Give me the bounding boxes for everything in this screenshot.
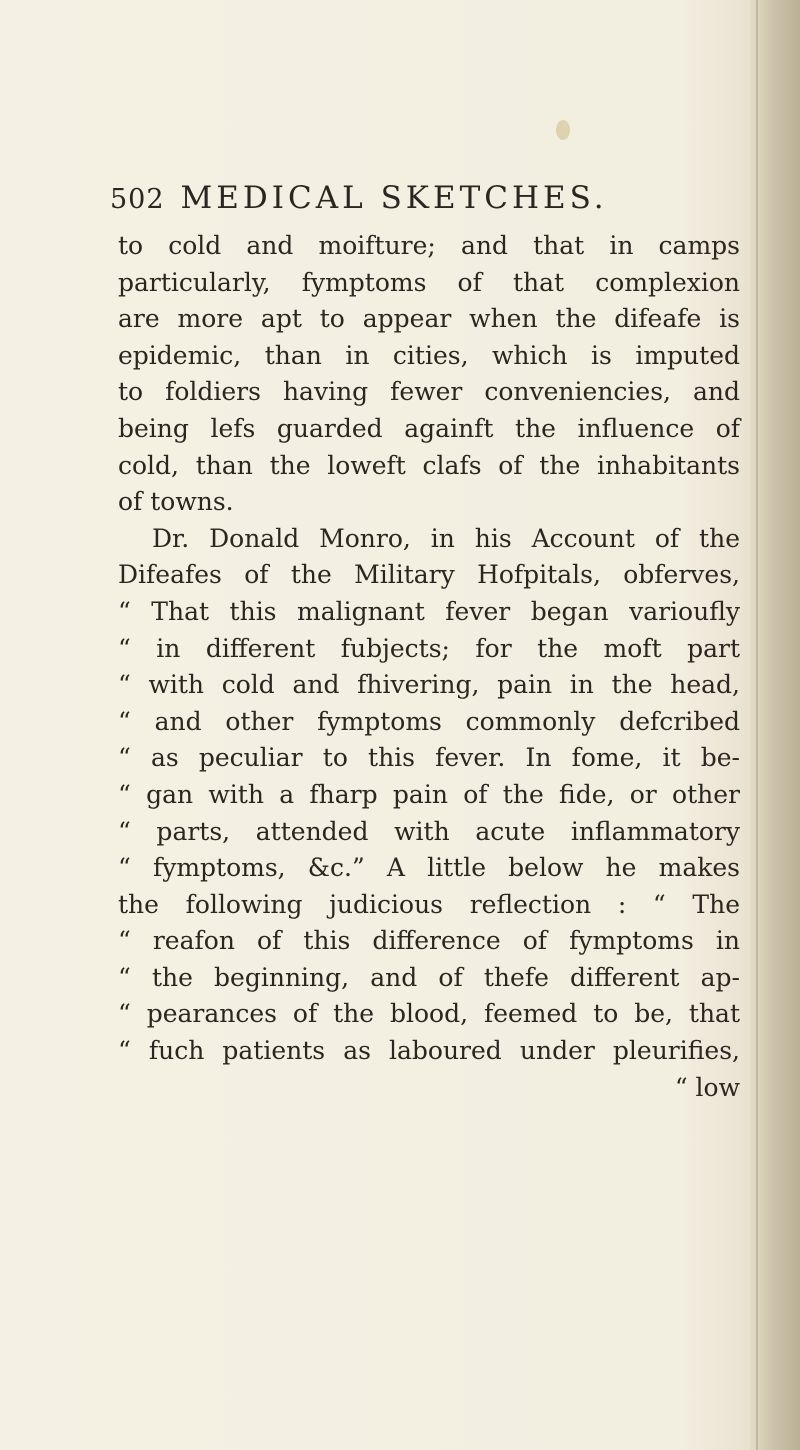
text-line: Dr. Donald Monro, in his Account of the: [152, 523, 740, 553]
paper-stain: [556, 120, 570, 140]
text-line: Difeafes of the Military Hofpitals, obferves,: [118, 560, 740, 590]
text-line: “ in different fubjects; for the moft part: [118, 633, 740, 663]
text-line: “ fuch patients as laboured under pleurifies,: [118, 1036, 740, 1066]
running-title: MEDICAL SKETCHES.: [180, 180, 608, 216]
text-line: being lefs guarded againft the influence of: [118, 413, 740, 443]
text-line: of towns.: [118, 487, 234, 517]
text-line: epidemic, than in cities, which is imputed: [118, 340, 740, 370]
text-line: “ the beginning, and of thefe different ap-: [118, 962, 740, 992]
book-spine-edge: [750, 0, 800, 1450]
body-text: [118, 228, 740, 1106]
text-line: particularly, fymptoms of that complexion: [118, 267, 740, 297]
text-line: “ gan with a fharp pain of the fide, or other: [118, 779, 740, 809]
text-line: are more apt to appear when the difeafe is: [118, 304, 740, 334]
text-line: “ That this malignant fever began varioufly: [118, 596, 740, 626]
page-number: 502: [110, 184, 165, 215]
text-line: “ fymptoms, &c.” A little below he makes: [118, 853, 740, 883]
text-line: “ parts, attended with acute inflammatory: [118, 816, 740, 846]
text-line: “ as peculiar to this fever. In fome, it be-: [118, 743, 740, 773]
text-line: “ with cold and fhivering, pain in the head,: [118, 670, 740, 700]
catchword: “ low: [674, 1072, 740, 1102]
text-line: to foldiers having fewer conveniencies, and: [118, 377, 740, 407]
text-line: cold, than the loweft clafs of the inhabitants: [118, 450, 740, 480]
page-header: [110, 180, 630, 216]
text-line: “ reafon of this difference of fymptoms in: [118, 926, 740, 956]
text-line: “ pearances of the blood, feemed to be, that: [118, 999, 740, 1029]
text-line: to cold and moifture; and that in camps: [118, 231, 740, 260]
text-line: “ and other fymptoms commonly defcribed: [118, 706, 740, 736]
text-line: the following judicious reflection : “ The: [118, 889, 740, 919]
